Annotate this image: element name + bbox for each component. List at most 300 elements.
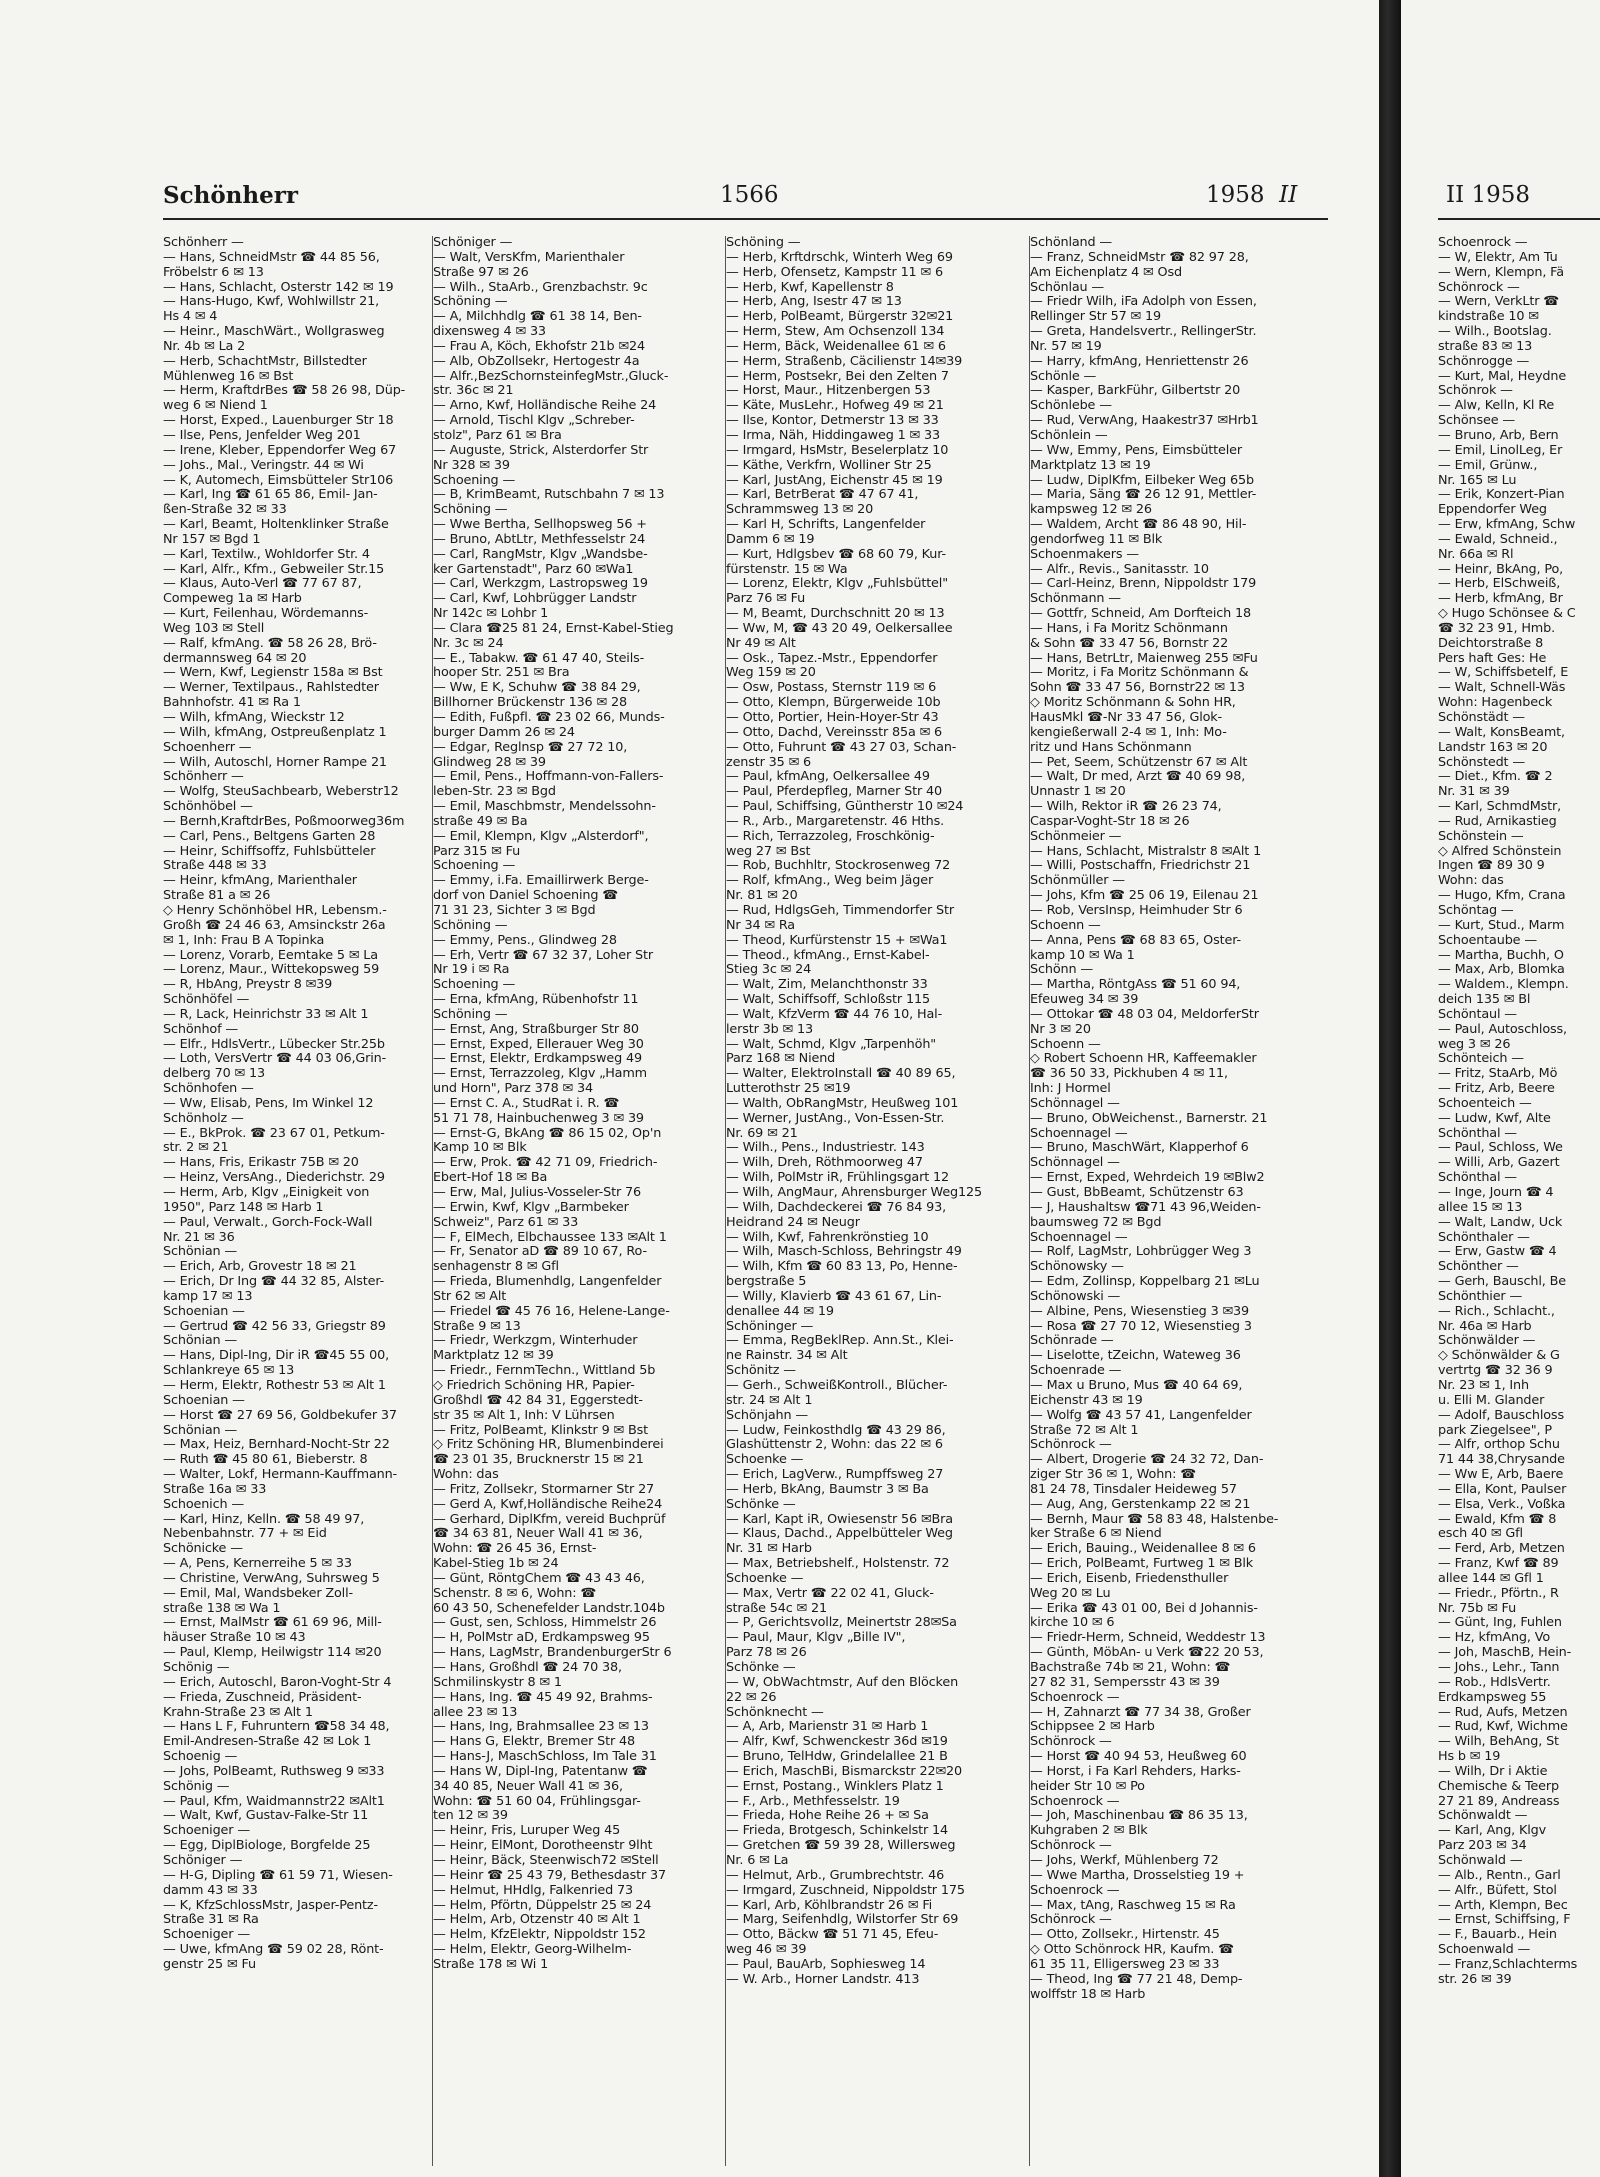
directory-entry-line: — Gottfr, Schneid, Am Dorfteich 18 bbox=[1030, 607, 1251, 622]
directory-entry-line: — Herb, Krftdrschk, Winterh Weg 69 bbox=[726, 250, 953, 265]
directory-entry-line: Schönnagel — bbox=[1030, 1096, 1120, 1111]
directory-entry-line: — Horst ☎ 40 94 53, Heußweg 60 bbox=[1030, 1750, 1247, 1765]
directory-entry-line: Wohn: Hagenbeck bbox=[1438, 696, 1553, 711]
directory-entry-line: — Gust, BbBeamt, Schützenstr 63 bbox=[1030, 1186, 1244, 1200]
directory-entry-line: Parz 78 ✉ 26 bbox=[726, 1646, 807, 1661]
directory-entry-line: Schönian — bbox=[163, 1245, 238, 1260]
directory-entry-line: 27 21 89, Andreass bbox=[1438, 1794, 1560, 1809]
directory-entry-line: Wohn: ☎ 51 60 04, Frühlingsgar- bbox=[433, 1794, 641, 1809]
directory-entry-line: lerstr 3b ✉ 13 bbox=[726, 1022, 814, 1037]
directory-entry-line: — E., Tabakw. ☎ 61 47 40, Steils- bbox=[433, 651, 645, 666]
directory-entry-line: — R, Lack, Heinrichstr 33 ✉ Alt 1 bbox=[163, 1007, 369, 1022]
directory-entry-line: Straße 9 ✉ 13 bbox=[433, 1319, 521, 1334]
directory-entry-line: — Ernst, Terrazzoleg, Klgv „Hamm bbox=[433, 1067, 648, 1082]
directory-entry-line: — Ernst, Ang, Straßburger Str 80 bbox=[433, 1022, 639, 1037]
directory-entry-line: — Ernst C. A., StudRat i. R. ☎ bbox=[433, 1096, 620, 1111]
directory-entry-line: ker Straße 6 ✉ Niend bbox=[1030, 1527, 1162, 1542]
directory-entry-line: Unnastr 1 ✉ 20 bbox=[1030, 785, 1126, 800]
directory-entry-line: Kabel-Stieg 1b ✉ 24 bbox=[433, 1557, 559, 1572]
directory-entry-line: damm 43 ✉ 33 bbox=[163, 1883, 258, 1898]
directory-entry-line: Schönrogge — bbox=[1438, 354, 1530, 369]
directory-entry-line: ◇ Fritz Schöning HR, Blumenbinderei bbox=[433, 1438, 664, 1453]
directory-entry-line: weg 6 ✉ Niend 1 bbox=[163, 399, 268, 414]
directory-entry-line: dermannsweg 64 ✉ 20 bbox=[163, 651, 307, 666]
directory-entry-line: — Osw, Postass, Sternstr 119 ✉ 6 bbox=[726, 681, 937, 696]
directory-entry-line: — W. Arb., Horner Landstr. 413 bbox=[726, 1972, 920, 1987]
directory-entry-line: Nr 34 ✉ Ra bbox=[726, 918, 795, 933]
directory-entry-line: — Walt, KonsBeamt, bbox=[1438, 725, 1565, 740]
directory-entry-line: kindstraße 10 ✉ bbox=[1438, 310, 1539, 325]
page-year: 1958 II bbox=[1206, 182, 1298, 208]
directory-entry-line: weg 27 ✉ Bst bbox=[726, 844, 811, 859]
directory-entry-line: — Alw, Kelln, Kl Re bbox=[1438, 399, 1555, 414]
directory-entry-line: Weg 159 ✉ 20 bbox=[726, 666, 816, 681]
directory-entry-line: — Wilh, Kfm ☎ 60 83 13, Po, Henne- bbox=[726, 1260, 958, 1275]
directory-entry-line: — R., Arb., Margaretenstr. 46 Hths. bbox=[726, 814, 945, 829]
directory-entry-line: — Theod, Kurfürstenstr 15 + ✉Wa1 bbox=[726, 933, 948, 948]
directory-entry-line: — Herm, Stew, Am Ochsenzoll 134 bbox=[726, 325, 945, 340]
directory-entry-line: — Waldem., Klempn. bbox=[1438, 978, 1569, 993]
directory-entry-line: — Karl, Alfr., Kfm., Gebweiler Str.15 bbox=[163, 562, 385, 577]
directory-entry-line: — K, Automech, Eimsbütteler Str106 bbox=[163, 473, 394, 488]
directory-entry-line: str 35 ✉ Alt 1, Inh: V Lührsen bbox=[433, 1408, 615, 1423]
directory-entry-line: dorf von Daniel Schoening ☎ bbox=[433, 889, 619, 904]
directory-entry-line: — Otto, Bäckw ☎ 51 71 45, Efeu- bbox=[726, 1928, 939, 1943]
directory-entry-line: Nr 142c ✉ Lohbr 1 bbox=[433, 607, 549, 622]
directory-entry-line: — Theod., kfmAng., Ernst-Kabel- bbox=[726, 948, 930, 963]
directory-entry-line: — Rob., HdlsVertr. bbox=[1438, 1675, 1551, 1690]
directory-entry-line: — Kurt, Stud., Marm bbox=[1438, 918, 1565, 933]
directory-entry-line: — A, Milchhdlg ☎ 61 38 14, Ben- bbox=[433, 310, 642, 325]
directory-entry-line: — Egg, DiplBiologe, Borgfelde 25 bbox=[163, 1839, 371, 1854]
directory-entry-line: — Elfr., HdlsVertr., Lübecker Str.25b bbox=[163, 1037, 385, 1052]
directory-entry-line: Schönstädt — bbox=[1438, 711, 1525, 725]
directory-column-2 bbox=[433, 236, 725, 2166]
directory-entry-line: — Walth, ObRangMstr, Heußweg 101 bbox=[726, 1096, 959, 1111]
directory-entry-line: — Alfr, orthop Schu bbox=[1438, 1438, 1560, 1453]
directory-entry-line: — Arnold, Tischl Klgv „Schreber- bbox=[433, 414, 635, 429]
directory-entry-line: straße 49 ✉ Ba bbox=[433, 814, 528, 829]
directory-entry-line: — Frau A, Köch, Ekhofstr 21b ✉24 bbox=[433, 339, 645, 354]
directory-entry-line: Schippsee 2 ✉ Harb bbox=[1030, 1720, 1155, 1735]
directory-entry-line: baumsweg 72 ✉ Bgd bbox=[1030, 1215, 1162, 1230]
directory-entry-line: — H, Zahnarzt ☎ 77 34 38, Großer bbox=[1030, 1705, 1251, 1720]
directory-entry-line: Schönowsky — bbox=[1030, 1260, 1124, 1275]
directory-entry-line: — Heinr, ElMont, Dorotheenstr 9lht bbox=[433, 1839, 653, 1854]
directory-entry-line: 27 82 31, Sempersstr 43 ✉ 39 bbox=[1030, 1675, 1220, 1690]
directory-entry-line: — Erw, Gastw ☎ 4 bbox=[1438, 1245, 1557, 1260]
directory-entry-line: — Helm, Elektr, Georg-Wilhelm- bbox=[433, 1943, 632, 1958]
directory-entry-line: — Hans, Ing, Brahmsallee 23 ✉ 13 bbox=[433, 1720, 649, 1735]
directory-entry-line: Pers haft Ges: He bbox=[1438, 651, 1547, 666]
directory-entry-line: Schöning — bbox=[433, 918, 508, 933]
running-title: Schönherr bbox=[163, 182, 298, 209]
directory-entry-line: 51 71 78, Hainbuchenweg 3 ✉ 39 bbox=[433, 1111, 644, 1126]
directory-entry-line: allee 15 ✉ 13 bbox=[1438, 1200, 1523, 1215]
directory-entry-line: — Irma, Näh, Hiddingaweg 1 ✉ 33 bbox=[726, 428, 940, 443]
directory-entry-line: — Bruno, AbtLtr, Methfesselstr 24 bbox=[433, 532, 646, 547]
directory-entry-line: — Ernst-G, BkAng ☎ 86 15 02, Op'n bbox=[433, 1126, 662, 1141]
right-page-header: II 1958 bbox=[1446, 182, 1531, 208]
directory-entry-line: — Hans, Ing. ☎ 45 49 92, Brahms- bbox=[433, 1690, 653, 1705]
directory-entry-line: 61 35 11, Elligersweg 23 ✉ 33 bbox=[1030, 1957, 1220, 1972]
directory-entry-line: — Emil, Klempn, Klgv „Alsterdorf", bbox=[433, 829, 649, 844]
directory-entry-line: — Friedr Wilh, iFa Adolph von Essen, bbox=[1030, 295, 1257, 310]
directory-entry-line: — Friedr., Pförtn., R bbox=[1438, 1586, 1559, 1601]
directory-entry-line: Nr. 81 ✉ 20 bbox=[726, 889, 798, 904]
directory-entry-line: — Werner, JustAng., Von-Essen-Str. bbox=[726, 1111, 945, 1126]
directory-entry-line: Eppendorfer Weg bbox=[1438, 503, 1547, 518]
directory-entry-line: Schönitz — bbox=[726, 1364, 796, 1379]
directory-entry-line: Weg 20 ✉ Lu bbox=[1030, 1586, 1111, 1601]
directory-entry-line: 60 43 50, Schenefelder Landstr.104b bbox=[433, 1601, 665, 1616]
directory-entry-line: Schönhöfel — bbox=[163, 993, 250, 1008]
directory-entry-line: — Heinr, Bäck, Steenwisch72 ✉Stell bbox=[433, 1853, 659, 1868]
directory-entry-line: — Carl-Heinz, Brenn, Nippoldstr 179 bbox=[1030, 577, 1257, 592]
directory-entry-line: ☎ 36 50 33, Pickhuben 4 ✉ 11, bbox=[1030, 1067, 1228, 1082]
directory-entry-line: — Karl, Arb, Köhlbrandstr 26 ✉ Fi bbox=[726, 1898, 932, 1913]
directory-entry-line: Schönlebe — bbox=[1030, 399, 1112, 414]
directory-entry-line: — Rolf, kfmAng., Weg beim Jäger bbox=[726, 874, 934, 889]
directory-entry-line: — Ww E, Arb, Baere bbox=[1438, 1468, 1564, 1483]
directory-entry-line: — Joh, Maschinenbau ☎ 86 35 13, bbox=[1030, 1809, 1248, 1824]
directory-entry-line: — Ludw, DiplKfm, Eilbeker Weg 65b bbox=[1030, 473, 1254, 488]
directory-entry-line: — Ralf, kfmAng. ☎ 58 26 28, Brö- bbox=[163, 636, 377, 651]
directory-entry-line: Schoennagel — bbox=[1030, 1126, 1128, 1141]
directory-entry-line: — Carl, Kwf, Lohbrügger Landstr bbox=[433, 592, 637, 607]
directory-entry-line: — Emil, LinolLeg, Er bbox=[1438, 443, 1563, 458]
directory-entry-line: — Wilh., Pens., Industriestr. 143 bbox=[726, 1141, 925, 1156]
directory-entry-line: — Rob, VersInsp, Heimhuder Str 6 bbox=[1030, 903, 1243, 918]
directory-entry-line: — W, Schiffsbetelf, E bbox=[1438, 666, 1569, 681]
directory-entry-line: — Hans, BetrLtr, Maienweg 255 ✉Fu bbox=[1030, 651, 1258, 666]
directory-entry-line: Kamp 10 ✉ Blk bbox=[433, 1141, 527, 1156]
directory-entry-line: ☎ 32 23 91, Hmb. bbox=[1438, 621, 1556, 636]
directory-entry-line: leben-Str. 23 ✉ Bgd bbox=[433, 785, 556, 800]
directory-entry-line: — Loth, VersVertr ☎ 44 03 06,Grin- bbox=[163, 1052, 387, 1067]
directory-entry-line: — E., BkProk. ☎ 23 67 01, Petkum- bbox=[163, 1126, 385, 1141]
directory-entry-line: — Klaus, Dachd., Appelbütteler Weg bbox=[726, 1527, 953, 1542]
directory-entry-line: allee 144 ✉ Gfl 1 bbox=[1438, 1571, 1544, 1586]
directory-entry-line: — Gerhard, DiplKfm, vereid Buchprüf bbox=[433, 1512, 666, 1527]
directory-entry-line: — Erich, Dr Ing ☎ 44 32 85, Alster- bbox=[163, 1275, 385, 1290]
directory-entry-line: Nr. 66a ✉ Rl bbox=[1438, 547, 1514, 562]
directory-entry-line: Schoenig — bbox=[163, 1750, 238, 1765]
directory-entry-line: Schönstein — bbox=[1438, 829, 1524, 844]
directory-entry-line: — Friedr., FernmTechn., Wittland 5b bbox=[433, 1364, 656, 1379]
directory-entry-line: Hs b ✉ 19 bbox=[1438, 1750, 1501, 1765]
directory-entry-line: Schönthaler — bbox=[1438, 1230, 1530, 1245]
directory-entry-line: — Ella, Kont, Paulser bbox=[1438, 1482, 1567, 1497]
directory-entry-line: Billhorner Brückenstr 136 ✉ 28 bbox=[433, 696, 627, 711]
directory-entry-line: Ebert-Hof 18 ✉ Ba bbox=[433, 1171, 548, 1186]
directory-entry-line: Hs 4 ✉ 4 bbox=[163, 310, 218, 325]
directory-entry-line: — Rich, Terrazzoleg, Froschkönig- bbox=[726, 829, 935, 844]
directory-entry-line: — Hans, Fris, Erikastr 75B ✉ 20 bbox=[163, 1156, 359, 1171]
directory-entry-line: — Paul, Maur, Klgv „Bille IV", bbox=[726, 1631, 906, 1646]
directory-entry-line: senhagenstr 8 ✉ Gfl bbox=[433, 1260, 559, 1275]
directory-entry-line: — Franz,Schlachterms bbox=[1438, 1957, 1578, 1972]
directory-entry-line: — Rud, Kwf, Wichme bbox=[1438, 1720, 1568, 1735]
directory-entry-line: Schoennagel — bbox=[1030, 1230, 1128, 1245]
book-gutter bbox=[1379, 0, 1401, 2177]
directory-entry-line: — Walt, VersKfm, Marienthaler bbox=[433, 250, 625, 265]
directory-entry-line: burger Damm 26 ✉ 24 bbox=[433, 725, 575, 740]
directory-entry-line: — Helmut, Arb., Grumbrechtstr. 46 bbox=[726, 1868, 945, 1883]
directory-entry-line: — R, HbAng, Preystr 8 ✉39 bbox=[163, 978, 333, 993]
directory-entry-line: Schönthal — bbox=[1438, 1171, 1517, 1186]
directory-entry-line: Parz 315 ✉ Fu bbox=[433, 844, 521, 859]
directory-entry-line: Straße 81 a ✉ 26 bbox=[163, 889, 271, 904]
directory-entry-line: — Max, tAng, Raschweg 15 ✉ Ra bbox=[1030, 1898, 1236, 1913]
directory-entry-line: straße 138 ✉ Wa 1 bbox=[163, 1601, 281, 1616]
directory-entry-line: — Wilh, AngMaur, Ahrensburger Weg125 bbox=[726, 1186, 982, 1200]
directory-entry-line: — Alfr, Kwf, Schwenckestr 36d ✉19 bbox=[726, 1735, 948, 1750]
directory-entry-line: — Werner, Textilpaus., Rahlstedter bbox=[163, 681, 379, 696]
directory-entry-line: — Helm, Arb, Otzenstr 40 ✉ Alt 1 bbox=[433, 1913, 641, 1928]
directory-entry-line: ne Rainstr. 34 ✉ Alt bbox=[726, 1349, 848, 1364]
directory-entry-line: — Wern, Kwf, Legienstr 158a ✉ Bst bbox=[163, 666, 383, 681]
directory-entry-line: ritz und Hans Schönmann bbox=[1030, 740, 1192, 755]
directory-entry-line: kampsweg 12 ✉ 26 bbox=[1030, 503, 1152, 518]
directory-entry-line: Str 62 ✉ Alt bbox=[433, 1289, 507, 1304]
directory-entry-line: Schönland — bbox=[1030, 236, 1113, 250]
directory-entry-line: — Joh, MaschB, Hein- bbox=[1438, 1646, 1572, 1661]
directory-entry-line: Schoenwald — bbox=[1438, 1943, 1531, 1958]
directory-entry-line: Schenstr. 8 ✉ 6, Wohn: ☎ bbox=[433, 1586, 597, 1601]
directory-entry-line: Schönrok — bbox=[1438, 384, 1513, 399]
directory-entry-line: Schönmann — bbox=[1030, 592, 1121, 607]
directory-entry-line: park Ziegelsee", P bbox=[1438, 1423, 1552, 1438]
directory-entry-line: — Walter, ElektroInstall ☎ 40 89 65, bbox=[726, 1067, 956, 1082]
directory-entry-line: ◇ Alfred Schönstein bbox=[1438, 844, 1562, 859]
directory-entry-line: Schönke — bbox=[726, 1661, 796, 1675]
directory-entry-line: — Erw, kfmAng, Schw bbox=[1438, 518, 1576, 533]
directory-entry-line: Großh ☎ 24 46 63, Amsinckstr 26a bbox=[163, 918, 386, 933]
directory-entry-line: — Wwe Martha, Drosselstieg 19 + bbox=[1030, 1868, 1245, 1883]
directory-entry-line: Deichtorstraße 8 bbox=[1438, 636, 1544, 651]
directory-entry-line: Straße 178 ✉ Wi 1 bbox=[433, 1957, 549, 1972]
directory-entry-line: Schöniger — bbox=[433, 236, 513, 250]
directory-entry-line: Schönknecht — bbox=[726, 1705, 824, 1720]
directory-entry-line: str. 2 ✉ 21 bbox=[163, 1141, 229, 1156]
directory-entry-line: — Harry, kfmAng, Henriettenstr 26 bbox=[1030, 354, 1249, 369]
directory-entry-line: — Günt, Ing, Fuhlen bbox=[1438, 1616, 1562, 1631]
directory-entry-line: — Wilh., StaArb., Grenzbachstr. 9c bbox=[433, 280, 648, 295]
directory-entry-line: — Horst, Exped., Lauenburger Str 18 bbox=[163, 414, 394, 429]
directory-entry-line: — Wern, VerkLtr ☎ bbox=[1438, 295, 1560, 310]
directory-entry-line: — Alb., Rentn., Garl bbox=[1438, 1868, 1561, 1883]
directory-entry-line: ☎ 23 01 35, Brucknerstr 15 ✉ 21 bbox=[433, 1453, 644, 1468]
directory-entry-line: — Paul, Autoschloss, bbox=[1438, 1022, 1567, 1037]
directory-entry-line: — Rud, VerwAng, Haakestr37 ✉Hrb1 bbox=[1030, 414, 1259, 429]
directory-entry-line: — Walt, Kwf, Gustav-Falke-Str 11 bbox=[163, 1809, 369, 1824]
directory-entry-line: — K, KfzSchlossMstr, Jasper-Pentz- bbox=[163, 1898, 378, 1913]
directory-entry-line: — Pet, Seem, Schützenstr 67 ✉ Alt bbox=[1030, 755, 1248, 770]
directory-entry-line: Schönsee — bbox=[1438, 414, 1515, 429]
directory-entry-line: — Marg, Seifenhdlg, Wilstorfer Str 69 bbox=[726, 1913, 959, 1928]
directory-entry-line: 81 24 78, Tinsdaler Heideweg 57 bbox=[1030, 1482, 1237, 1497]
directory-entry-line: ziger Str 36 ✉ 1, Wohn: ☎ bbox=[1030, 1468, 1197, 1483]
directory-entry-line: — Ww, E K, Schuhw ☎ 38 84 29, bbox=[433, 681, 641, 696]
directory-entry-line: — Carl, Pens., Beltgens Garten 28 bbox=[163, 829, 376, 844]
directory-entry-line: — Alfr., Büfett, Stol bbox=[1438, 1883, 1557, 1898]
directory-entry-line: Schönmeier — bbox=[1030, 829, 1122, 844]
directory-entry-line: — Erwin, Kwf, Klgv „Barmbeker bbox=[433, 1200, 629, 1215]
directory-entry-line: Straße 448 ✉ 33 bbox=[163, 859, 267, 874]
directory-entry-line: — Ewald, Kfm ☎ 8 bbox=[1438, 1512, 1557, 1527]
directory-entry-line: — Herb, kfmAng, Br bbox=[1438, 592, 1563, 607]
directory-entry-line: Schönnagel — bbox=[1030, 1156, 1120, 1171]
directory-entry-line: — Auguste, Strick, Alsterdorfer Str bbox=[433, 443, 649, 458]
directory-entry-line: straße 83 ✉ 13 bbox=[1438, 339, 1533, 354]
directory-entry-line: Schöning — bbox=[433, 1007, 508, 1022]
directory-entry-line: Bachstraße 74b ✉ 21, Wohn: ☎ bbox=[1030, 1661, 1231, 1675]
directory-entry-line: Straße 97 ✉ 26 bbox=[433, 265, 529, 280]
directory-entry-line: — Friedr-Herm, Schneid, Weddestr 13 bbox=[1030, 1631, 1266, 1646]
directory-entry-line: Schönjahn — bbox=[726, 1408, 809, 1423]
directory-entry-line: — Diet., Kfm. ☎ 2 bbox=[1438, 770, 1553, 785]
directory-entry-line: — Moritz, i Fa Moritz Schönmann & bbox=[1030, 666, 1249, 681]
directory-entry-line: — Johs, Werkf, Mühlenberg 72 bbox=[1030, 1853, 1219, 1868]
directory-entry-line: — Hans L F, Fuhruntern ☎58 34 48, bbox=[163, 1720, 390, 1735]
directory-entry-line: — Erh, Vertr ☎ 67 32 37, Loher Str bbox=[433, 948, 653, 963]
directory-entry-line: — Rud, Aufs, Metzen bbox=[1438, 1705, 1568, 1720]
directory-entry-line: — Walt, Zim, Melanchthonstr 33 bbox=[726, 978, 928, 993]
directory-entry-line: Sohn ☎ 33 47 56, Bornstr22 ✉ 13 bbox=[1030, 681, 1245, 696]
directory-entry-line: Efeuweg 34 ✉ 39 bbox=[1030, 993, 1139, 1008]
directory-entry-line: — Martha, RöntgAss ☎ 51 60 94, bbox=[1030, 978, 1241, 993]
directory-entry-line: — Karl, Ang, Klgv bbox=[1438, 1824, 1547, 1839]
directory-entry-line: Straße 72 ✉ Alt 1 bbox=[1030, 1423, 1139, 1438]
directory-entry-line: Schoenteich — bbox=[1438, 1096, 1532, 1111]
directory-entry-line: & Sohn ☎ 33 47 56, Bornstr 22 bbox=[1030, 636, 1229, 651]
directory-entry-line: — Wilh, Kwf, Fahrenkrönstieg 10 bbox=[726, 1230, 929, 1245]
directory-entry-line: — Wilh., Bootslag. bbox=[1438, 325, 1552, 340]
directory-entry-line: und Horn", Parz 378 ✉ 34 bbox=[433, 1082, 594, 1097]
directory-entry-line: — Heinr., MaschWärt., Wollgrasweg bbox=[163, 325, 385, 340]
directory-entry-line: — Erich, Eisenb, Friedensthuller bbox=[1030, 1571, 1229, 1586]
directory-entry-line: — Herm, KraftdrBes ☎ 58 26 98, Düp- bbox=[163, 384, 406, 399]
directory-entry-line: — Erik, Konzert-Pian bbox=[1438, 488, 1565, 503]
directory-entry-line: Schönrock — bbox=[1030, 1913, 1112, 1928]
directory-entry-line: Weg 103 ✉ Stell bbox=[163, 621, 265, 636]
directory-entry-line: Schönig — bbox=[163, 1779, 230, 1794]
directory-entry-line: — Otto, Portier, Hein-Hoyer-Str 43 bbox=[726, 711, 939, 725]
directory-entry-line: — Frieda, Zuschneid, Präsident- bbox=[163, 1690, 362, 1705]
directory-entry-line: — Erich, Bauing., Weidenallee 8 ✉ 6 bbox=[1030, 1542, 1256, 1557]
directory-entry-line: fürstenstr. 15 ✉ Wa bbox=[726, 562, 848, 577]
directory-entry-line: wolffstr 18 ✉ Harb bbox=[1030, 1987, 1146, 2002]
directory-entry-line: — Walt, Schiffsoff, Schloßstr 115 bbox=[726, 993, 930, 1008]
directory-entry-line: gendorfweg 11 ✉ Blk bbox=[1030, 532, 1163, 547]
directory-entry-line: Inh: J Hormel bbox=[1030, 1082, 1111, 1097]
directory-entry-line: — M, Beamt, Durchschnitt 20 ✉ 13 bbox=[726, 607, 945, 622]
directory-entry-line: weg 3 ✉ 26 bbox=[1438, 1037, 1511, 1052]
directory-entry-line: ◇ Robert Schoenn HR, Kaffeemakler bbox=[1030, 1052, 1257, 1067]
directory-entry-line: — Karl, Textilw., Wohldorfer Str. 4 bbox=[163, 547, 370, 562]
directory-entry-line: ◇ Schönwälder & G bbox=[1438, 1349, 1560, 1364]
directory-entry-line: Schönstedt — bbox=[1438, 755, 1525, 770]
directory-entry-line: — Wilh, Dachdeckerei ☎ 76 84 93, bbox=[726, 1200, 947, 1215]
directory-entry-line: — Hans, Großhdl ☎ 24 70 38, bbox=[433, 1661, 622, 1675]
directory-entry-line: — Johs, PolBeamt, Ruthsweg 9 ✉33 bbox=[163, 1764, 385, 1779]
directory-entry-line: Schönig — bbox=[163, 1661, 230, 1675]
directory-entry-line: — Ernst, Elektr, Erdkampsweg 49 bbox=[433, 1052, 642, 1067]
directory-entry-line: Stieg 3c ✉ 24 bbox=[726, 963, 812, 978]
directory-entry-line: — Erich, Arb, Grovestr 18 ✉ 21 bbox=[163, 1260, 357, 1275]
directory-entry-line: Ingen ☎ 89 30 9 bbox=[1438, 859, 1545, 874]
directory-entry-line: — Fritz, Arb, Beere bbox=[1438, 1082, 1555, 1097]
directory-entry-line: — Walt, Schnell-Wäs bbox=[1438, 681, 1566, 696]
directory-entry-line: Wohn: das bbox=[433, 1468, 499, 1483]
directory-entry-line: — Gerh., SchweißKontroll., Blücher- bbox=[726, 1378, 948, 1393]
directory-entry-line: — Herm, Postsekr, Bei den Zelten 7 bbox=[726, 369, 949, 384]
directory-entry-line: — Greta, Handelsvertr., RellingerStr. bbox=[1030, 325, 1257, 340]
directory-entry-line: Kuhgraben 2 ✉ Blk bbox=[1030, 1824, 1148, 1839]
directory-entry-line: Fröbelstr 6 ✉ 13 bbox=[163, 265, 264, 280]
directory-entry-line: Schöntaul — bbox=[1438, 1007, 1517, 1022]
directory-entry-line: — Albine, Pens, Wiesenstieg 3 ✉39 bbox=[1030, 1304, 1250, 1319]
directory-entry-line: — Käthe, Verkfrn, Wolliner Str 25 bbox=[726, 458, 932, 473]
directory-entry-line: — Uwe, kfmAng ☎ 59 02 28, Rönt- bbox=[163, 1943, 384, 1958]
directory-entry-line: — Ww, Elisab, Pens, Im Winkel 12 bbox=[163, 1096, 374, 1111]
directory-entry-line: Rellinger Str 57 ✉ 19 bbox=[1030, 310, 1162, 325]
directory-entry-line: — Johs, Kfm ☎ 25 06 19, Eilenau 21 bbox=[1030, 889, 1259, 904]
directory-entry-line: — Herm, Elektr, Rothestr 53 ✉ Alt 1 bbox=[163, 1378, 386, 1393]
directory-entry-line: — Erika ☎ 43 01 00, Bei d Johannis- bbox=[1030, 1601, 1258, 1616]
directory-entry-line: — Ernst, Schiffsing, F bbox=[1438, 1913, 1571, 1928]
directory-entry-line: — Hans, Schlacht, Osterstr 142 ✉ 19 bbox=[163, 280, 394, 295]
directory-entry-line: Großhdl ☎ 42 84 31, Eggerstedt- bbox=[433, 1393, 643, 1408]
directory-entry-line: Nr. 75b ✉ Fu bbox=[1438, 1601, 1517, 1616]
directory-entry-line: — Horst, Maur., Hitzenbergen 53 bbox=[726, 384, 931, 399]
directory-entry-line: — Ludw, Kwf, Alte bbox=[1438, 1111, 1551, 1126]
directory-entry-line: Landstr 163 ✉ 20 bbox=[1438, 740, 1548, 755]
directory-entry-line: zenstr 35 ✉ 6 bbox=[726, 755, 812, 770]
directory-entry-line: — Otto, Klempn, Bürgerweide 10b bbox=[726, 696, 941, 711]
directory-entry-line: str. 36c ✉ 21 bbox=[433, 384, 514, 399]
directory-entry-line: — Elsa, Verk., Voßka bbox=[1438, 1497, 1566, 1512]
directory-entry-line: 22 ✉ 26 bbox=[726, 1690, 777, 1705]
directory-entry-line: ◇ Moritz Schönmann & Sohn HR, bbox=[1030, 696, 1236, 711]
directory-entry-line: — Ruth ☎ 45 80 61, Bieberstr. 8 bbox=[163, 1453, 368, 1468]
directory-entry-line: — Karl H, Schrifts, Langenfelder bbox=[726, 518, 926, 533]
directory-entry-line: — Heinr, kfmAng, Marienthaler bbox=[163, 874, 357, 889]
directory-entry-line: Nr 19 i ✉ Ra bbox=[433, 963, 510, 978]
directory-entry-line: — Herm, Straßenb, Cäcilienstr 14✉39 bbox=[726, 354, 963, 369]
directory-entry-line: — Wilh, Rektor iR ☎ 26 23 74, bbox=[1030, 800, 1222, 815]
directory-entry-line: Schönrade — bbox=[1030, 1334, 1114, 1349]
directory-entry-line: Schönke — bbox=[726, 1497, 796, 1512]
directory-entry-line: ßen-Straße 32 ✉ 33 bbox=[163, 503, 287, 518]
directory-entry-line: — A, Arb, Marienstr 31 ✉ Harb 1 bbox=[726, 1720, 929, 1735]
directory-entry-line: — Karl, Kapt iR, Owiesenstr 56 ✉Bra bbox=[726, 1512, 953, 1527]
directory-entry-line: Nr. 31 ✉ Harb bbox=[726, 1542, 812, 1557]
directory-entry-line: Schönle — bbox=[1030, 369, 1097, 384]
directory-entry-line: — Alfr.,BezSchornsteinfegMstr.,Gluck- bbox=[433, 369, 669, 384]
directory-entry-line: Nr. 69 ✉ 21 bbox=[726, 1126, 798, 1141]
directory-entry-line: Schönthier — bbox=[1438, 1289, 1523, 1304]
directory-entry-line: — Irmgard, Zuschneid, Nippoldstr 175 bbox=[726, 1883, 965, 1898]
directory-entry-line: Chemische & Teerp bbox=[1438, 1779, 1559, 1794]
directory-entry-line: — Franz, Kwf ☎ 89 bbox=[1438, 1557, 1559, 1572]
directory-entry-line: Nr. 31 ✉ 39 bbox=[1438, 785, 1510, 800]
directory-entry-line: häuser Straße 10 ✉ 43 bbox=[163, 1631, 306, 1646]
directory-entry-line: — Käte, MusLehr., Hofweg 49 ✉ 21 bbox=[726, 399, 944, 414]
directory-entry-line: — Ewald, Schneid., bbox=[1438, 532, 1558, 547]
directory-entry-line: Nr 157 ✉ Bgd 1 bbox=[163, 532, 261, 547]
